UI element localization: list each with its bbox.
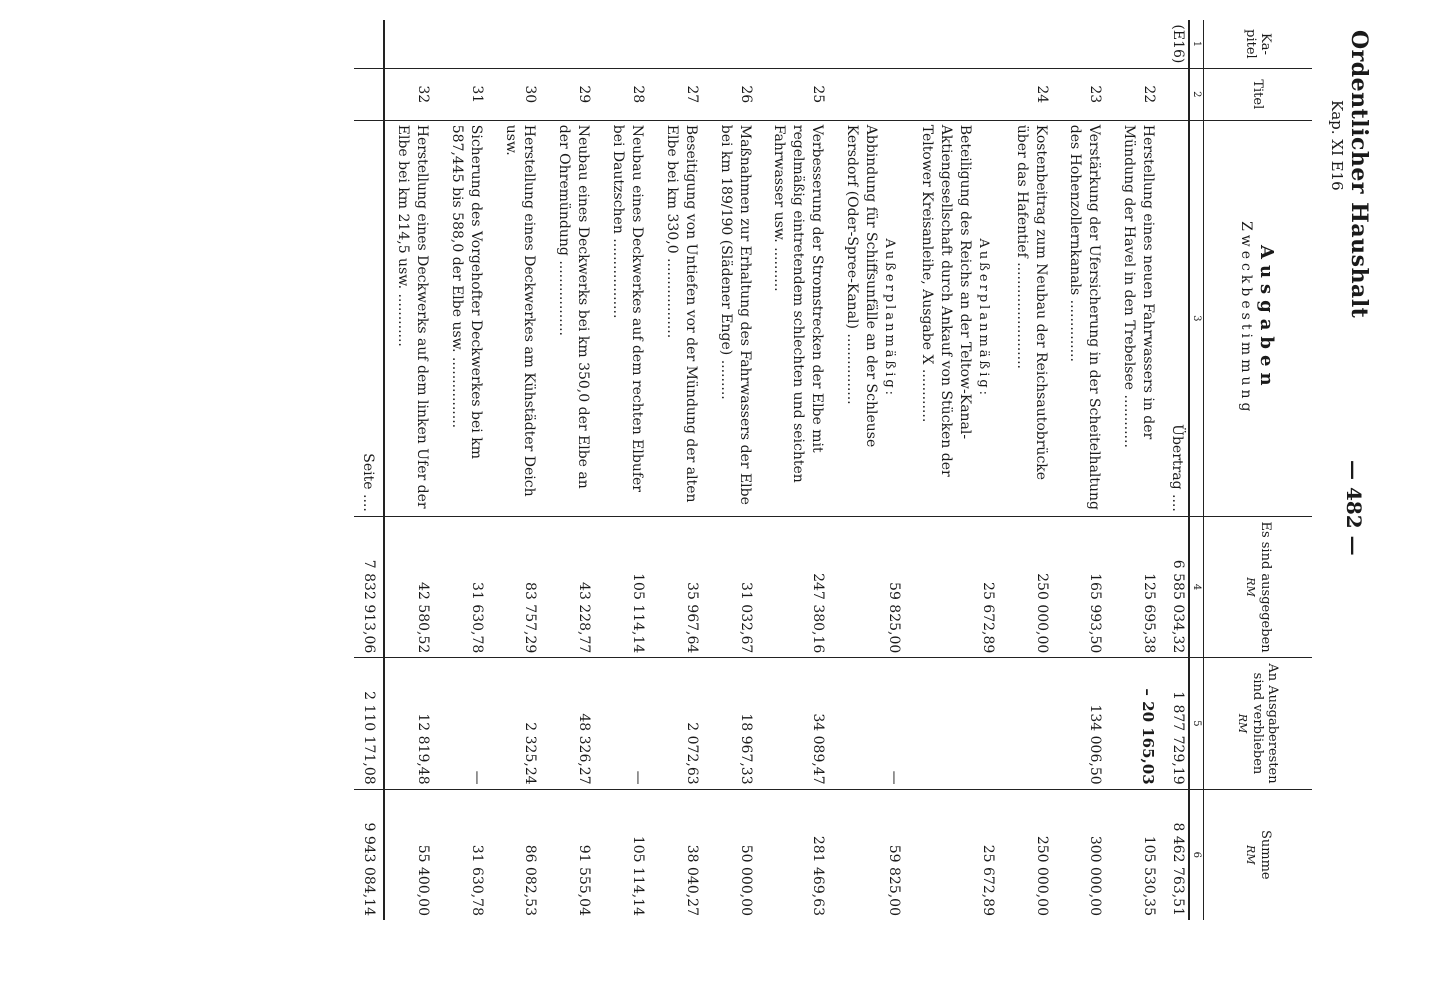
seite-reste: 2 110 171,08 — [354, 658, 384, 789]
header-ausgegeben — [1204, 516, 1313, 658]
zweckbestimmung-cell — [600, 120, 654, 516]
purpose-text: Beseitigung von Untiefen vor der Mündung der alten Elbe bei km 330,0 .................. — [663, 124, 699, 503]
titel-cell — [1165, 68, 1189, 120]
table-row — [1004, 20, 1058, 920]
titel-cell: 26 — [708, 68, 762, 120]
table-row — [834, 20, 909, 920]
titel-cell: 28 — [600, 68, 654, 120]
ausgabereste-cell: 2 072,63 — [654, 658, 708, 789]
zweckbestimmung-cell — [493, 120, 547, 516]
uebertrag-ausgegeben: 6 585 034,32 — [1165, 516, 1189, 658]
table-row — [546, 20, 600, 920]
zweckbestimmung-cell — [384, 120, 439, 516]
zweckbestimmung-cell — [708, 120, 762, 516]
ausgabereste-cell: — — [600, 658, 654, 789]
table-row — [1111, 20, 1165, 920]
table-row — [910, 20, 1004, 920]
titel-cell: 25 — [762, 68, 835, 120]
summe-cell: 281 469,63 — [810, 835, 827, 916]
unit-label: RM — [1236, 713, 1250, 734]
table-row — [384, 20, 439, 920]
ausgegeben-cell: 35 967,64 — [654, 516, 708, 658]
zweckbestimmung-cell — [546, 120, 600, 516]
kapitel-cell — [762, 20, 835, 68]
header-ausgegeben-label: Es sind ausgegeben — [1258, 521, 1273, 653]
purpose-text: Herstellung eines Deckwerkes am Kühstädter Deich usw. — [502, 124, 538, 497]
purpose-text: Neubau eines Deckwerkes auf dem rechten Elbufer bei Dautzschen .................. — [610, 124, 645, 492]
table-row — [762, 20, 835, 920]
titel-cell — [910, 68, 1004, 120]
purpose-text: Herstellung eines Deckwerks auf dem linken Ufer der Elbe bei km 214,5 usw. ............ — [394, 124, 430, 509]
summe-cell: 105 530,35 — [1141, 835, 1158, 916]
table-row — [654, 20, 708, 920]
budget-table — [354, 20, 1312, 920]
kapitel-cell — [493, 20, 547, 68]
kapitel-cell — [546, 20, 600, 68]
table-row — [439, 20, 493, 920]
titel-cell: 24 — [1004, 68, 1058, 120]
rotated-page — [40, 20, 1380, 980]
summe-cell: 105 114,14 — [629, 835, 646, 916]
ausgabereste-cell: — — [834, 658, 909, 789]
kapitel-cell: (E16) — [1165, 20, 1189, 68]
table-row — [708, 20, 762, 920]
header-ausgaben-label: Ausgaben — [1256, 244, 1278, 392]
titel-cell: 23 — [1058, 68, 1112, 120]
titel-cell: 32 — [384, 68, 439, 120]
purpose-text: Sicherung des Vorgehofter Deckwerkes bei km 587,445 bis 588,0 der Elbe usw. ................ — [448, 124, 484, 459]
ausgabereste-cell: – 20 165,03 — [1111, 658, 1165, 789]
kapitel-cell — [708, 20, 762, 68]
summe-cell: 31 630,78 — [468, 844, 485, 916]
ausgegeben-cell: 250 000,00 — [1004, 516, 1058, 658]
header-kapitel: Ka-pitel — [1204, 20, 1313, 68]
unit-label: RM — [1244, 577, 1257, 597]
zweckbestimmung-cell — [1004, 120, 1058, 516]
kapitel-cell — [834, 20, 909, 68]
kapitel-cell — [600, 20, 654, 68]
uebertrag-reste: 1 877 729,19 — [1165, 658, 1189, 789]
col-number: 4 — [1189, 516, 1204, 658]
header-zweckbestimmung: Zweckbestimmung — [1238, 221, 1255, 416]
summe-cell: 25 672,89 — [979, 844, 996, 916]
ausgabereste-cell: 134 006,50 — [1058, 658, 1112, 789]
summe-cell: 38 040,27 — [683, 844, 700, 916]
zweckbestimmung-cell — [439, 120, 493, 516]
ausgabereste-cell: — — [439, 658, 493, 789]
ausgabereste-cell: 34 089,47 — [762, 658, 835, 789]
kapitel-cell — [1111, 20, 1165, 68]
summe-cell: 59 825,00 — [885, 844, 902, 916]
digitization-note — [0, 0, 26, 1000]
ausgegeben-cell: 31 630,78 — [439, 516, 493, 658]
purpose-text: Herstellung eines neuen Fahrwassers in der Mündung der Havel in den Trebelsee ............ — [1121, 124, 1157, 448]
ausgegeben-cell: 42 580,52 — [384, 516, 439, 658]
ausgabereste-cell: 18 967,33 — [708, 658, 762, 789]
ausgabereste-cell: 48 326,27 — [546, 658, 600, 789]
table-row — [600, 20, 654, 920]
page-title: Ordentlicher Haushalt — [1346, 30, 1372, 319]
uebertrag-row — [1165, 20, 1189, 920]
ausgegeben-cell: 247 380,16 — [762, 516, 835, 658]
header-ausgabereste-label: An Ausgaberesten sind verblieben — [1250, 663, 1281, 784]
header-summe-label: Summe — [1258, 830, 1273, 880]
uebertrag-label: Übertrag .... — [1165, 120, 1189, 516]
running-head — [1320, 20, 1380, 980]
purpose-text: Kostenbeitrag zum Neubau der Reichsautobrücke über das Hafentief ........................ — [1013, 124, 1049, 481]
col-number: 5 — [1189, 658, 1204, 789]
table-row — [1058, 20, 1112, 920]
summe-cell: 55 400,00 — [414, 844, 431, 916]
ausgegeben-cell: 59 825,00 — [834, 516, 909, 658]
ausgegeben-cell: 43 228,77 — [546, 516, 600, 658]
ausgegeben-cell: 165 993,50 — [1058, 516, 1112, 658]
purpose-text: Verstärkung der Ufersicherung in der Scheitelhaltung des Hohenzollernkanals .............. — [1067, 124, 1103, 511]
summe-cell: 86 082,53 — [522, 844, 539, 916]
col-number: 6 — [1189, 789, 1204, 920]
ausgegeben-cell: 83 757,29 — [493, 516, 547, 658]
titel-cell: 29 — [546, 68, 600, 120]
col-number: 3 — [1189, 120, 1204, 516]
page-number: — 482 — — [1342, 460, 1366, 556]
header-summe — [1204, 789, 1313, 920]
ausgabereste-cell — [910, 658, 1004, 789]
col-number: 1 — [1189, 20, 1204, 68]
col-number: 2 — [1189, 68, 1204, 120]
titel-cell — [354, 68, 384, 120]
zweckbestimmung-cell — [834, 120, 909, 516]
kapitel-cell — [910, 20, 1004, 68]
header-ausgaben — [1204, 120, 1313, 516]
summe-cell: 300 000,00 — [1087, 835, 1104, 916]
section-heading: Außerplanmäßig: — [975, 238, 991, 399]
titel-cell: 30 — [493, 68, 547, 120]
seite-summe: 9 943 084,14 — [354, 789, 384, 920]
zweckbestimmung-cell — [762, 120, 835, 516]
zweckbestimmung-cell — [654, 120, 708, 516]
ausgabereste-cell — [1004, 658, 1058, 789]
ausgabereste-cell: 12 819,48 — [384, 658, 439, 789]
seite-ausgegeben: 7 832 913,06 — [354, 516, 384, 658]
kapitel-cell — [354, 20, 384, 68]
zweckbestimmung-cell — [910, 120, 1004, 516]
chapter-label: Kap. XI E16 — [1328, 100, 1346, 191]
ausgegeben-cell: 125 695,38 — [1111, 516, 1165, 658]
titel-cell: 27 — [654, 68, 708, 120]
titel-cell: 22 — [1111, 68, 1165, 120]
purpose-text: Abbindung für Schiffsunfälle an der Schleuse Kersdorf (Oder-Spree-Kanal) ................ — [844, 124, 879, 448]
titel-cell: 31 — [439, 68, 493, 120]
ausgegeben-cell: 105 114,14 — [600, 516, 654, 658]
zweckbestimmung-cell — [1111, 120, 1165, 516]
kapitel-cell — [1004, 20, 1058, 68]
purpose-text: Neubau eines Deckwerks bei km 350,0 der Elbe an der Ohremündung ................. — [556, 124, 592, 489]
zweckbestimmung-cell — [1058, 120, 1112, 516]
purpose-text: Verbesserung der Stromstrecken der Elbe mit regelmäßig eintretendem schlechten und seichten Fahrwasser usw. .......... — [771, 124, 826, 483]
titel-cell — [834, 68, 909, 120]
kapitel-cell — [1058, 20, 1112, 68]
summe-cell: 250 000,00 — [1033, 835, 1050, 916]
seite-label: Seite .... — [354, 120, 384, 516]
purpose-text: Maßnahmen zur Erhaltung des Fahrwassers der Elbe bei km 189/190 (Slädener Enge) ......... — [717, 124, 753, 505]
column-number-row — [1189, 20, 1204, 920]
unit-label: RM — [1244, 845, 1257, 865]
summe-cell: 91 555,04 — [576, 844, 593, 916]
ausgegeben-cell: 25 672,89 — [910, 516, 1004, 658]
uebertrag-summe: 8 462 763,51 — [1170, 822, 1186, 916]
seite-total-row — [354, 20, 384, 920]
table-row — [493, 20, 547, 920]
kapitel-cell — [439, 20, 493, 68]
header-ausgabereste — [1204, 658, 1313, 789]
purpose-text: Beteiligung des Reichs an der Teltow-Kanal-Aktiengesellschaft durch Ankauf von Stücken der Teltower Kreisanleihe, Ausgabe X ............ — [919, 124, 974, 477]
kapitel-cell — [654, 20, 708, 68]
kapitel-cell — [384, 20, 439, 68]
ausgegeben-cell: 31 032,67 — [708, 516, 762, 658]
summe-cell: 50 000,00 — [737, 844, 754, 916]
header-titel: Titel — [1204, 68, 1313, 120]
section-heading: Außerplanmäßig: — [881, 238, 897, 399]
ausgabereste-cell: 2 325,24 — [493, 658, 547, 789]
